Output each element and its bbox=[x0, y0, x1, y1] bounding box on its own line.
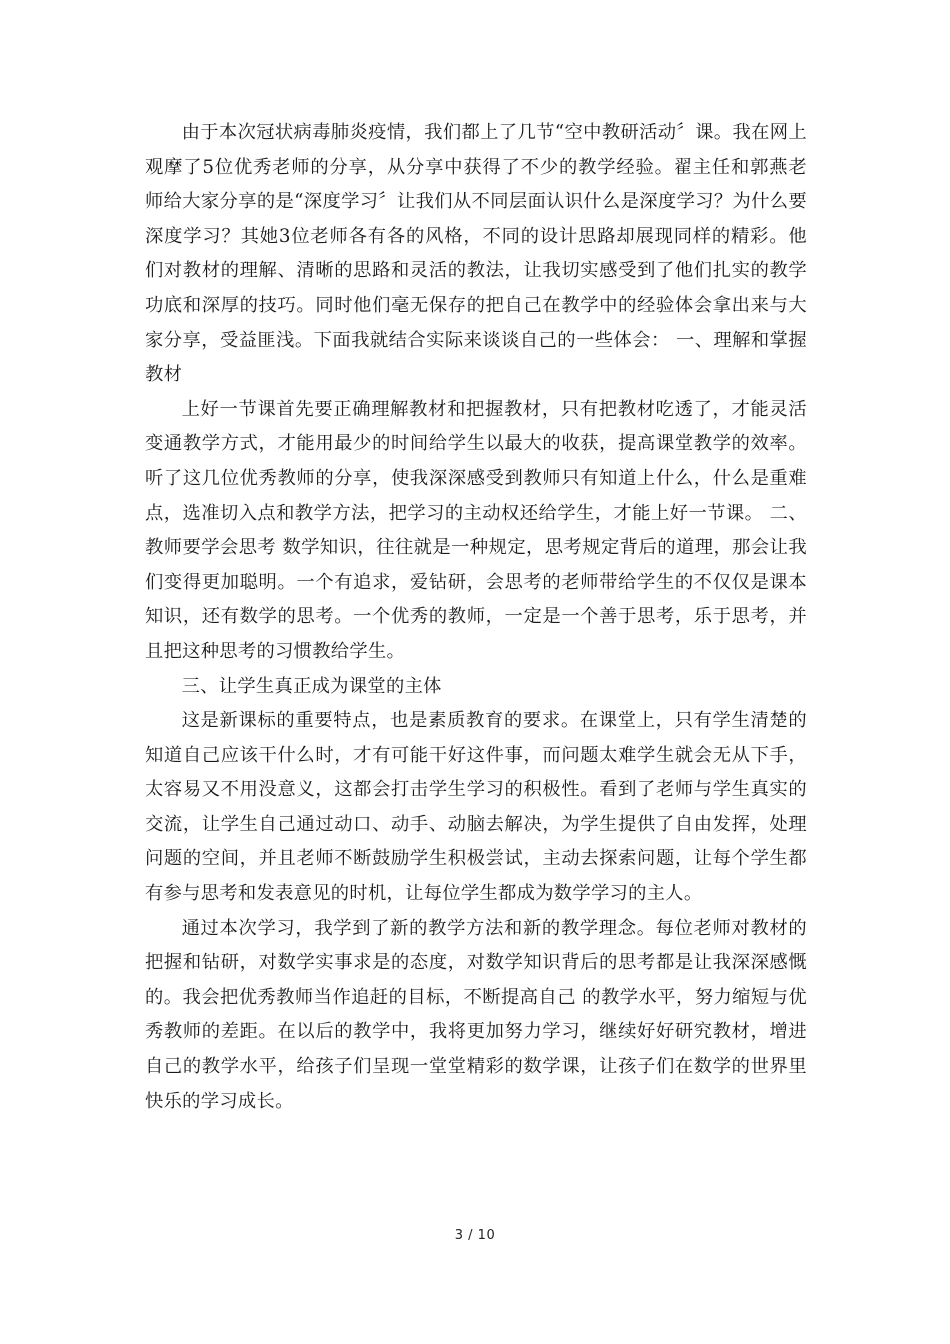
page-number: 3 / 10 bbox=[454, 1228, 496, 1243]
paragraph-intro: 由于本次冠状病毒肺炎疫情，我们都上了几节“空中教研活动〞课。我在网上观摩了5位优秀老师的分享，从分享中获得了不少的教学经验。翟主任和郭燕老师给大家分享的是“深度学习〞让我们从不同层面认识什么是深度学习？为什么要深度学习？其她3位老师各有各的风格，不同的设计思路却展现同样的精彩。他们对教材的理解、清晰的思路和灵活的教法，让我切实感受到了他们扎实的教学功底和深厚的技巧。同时他们毫无保存的把自己在教学中的经验体会拿出来与大家分享，受益匪浅。下面我就结合实际来谈谈自己的一些体会： 一、理解和掌握教材 bbox=[145, 122, 807, 386]
paragraph-understand-textbook: 上好一节课首先要正确理解教材和把握教材，只有把教材吃透了，才能灵活变通教学方式，才能用最少的时间给学生以最大的收获，提高课堂教学的效率。听了这几位优秀教师的分享，使我深深感受到教师只有知道上什么，什么是重难点，选准切入点和教学方法，把学习的主动权还给学生，才能上好一节课。 二、教师要学会思考 数学知识，往往就是一种规定，思考规定背后的道理，那会让我们变得更加聪明。一个有追求，爱钻研，会思考的老师带给学生的不仅仅是课本知识，还有数学的思考。一个优秀的教师，一定是一个善于思考，乐于思考，并且把这种思考的习惯教给学生。 bbox=[145, 398, 807, 662]
paragraph-conclusion: 通过本次学习，我学到了新的教学方法和新的教学理念。每位老师对教材的把握和钻研，对数学实事求是的态度，对数学知识背后的思考都是让我深深感慨的。我会把优秀教师当作追赶的目标，不断提高自己 的教学水平，努力缩短与优秀教师的差距。在以后的教学中，我将更加努力学习，继续好好研究教材，增进自己的教学水平，给孩子们呈现一堂堂精彩的数学课，让孩子们在数学的世界里快乐的学习成长。 bbox=[145, 917, 807, 1112]
paragraph-new-curriculum: 这是新课标的重要特点，也是素质教育的要求。在课堂上，只有学生清楚的知道自己应该干什么时，才有可能干好这件事，而问题太难学生就会无从下手，太容易又不用没意义，这都会打击学生学习的积极性。看到了老师与学生真实的交流，让学生自己通过动口、动手、动脑去解决，为学生提供了自由发挥，处理问题的空间，并且老师不断鼓励学生积极尝试，主动去探索问题，让每个学生都有参与思考和发表意见的时机，让每位学生都成为数学学习的主人。 bbox=[145, 710, 807, 905]
section-heading-students-as-subject: 三、让学生真正成为课堂的主体 bbox=[181, 675, 442, 697]
document-body bbox=[145, 116, 807, 1119]
